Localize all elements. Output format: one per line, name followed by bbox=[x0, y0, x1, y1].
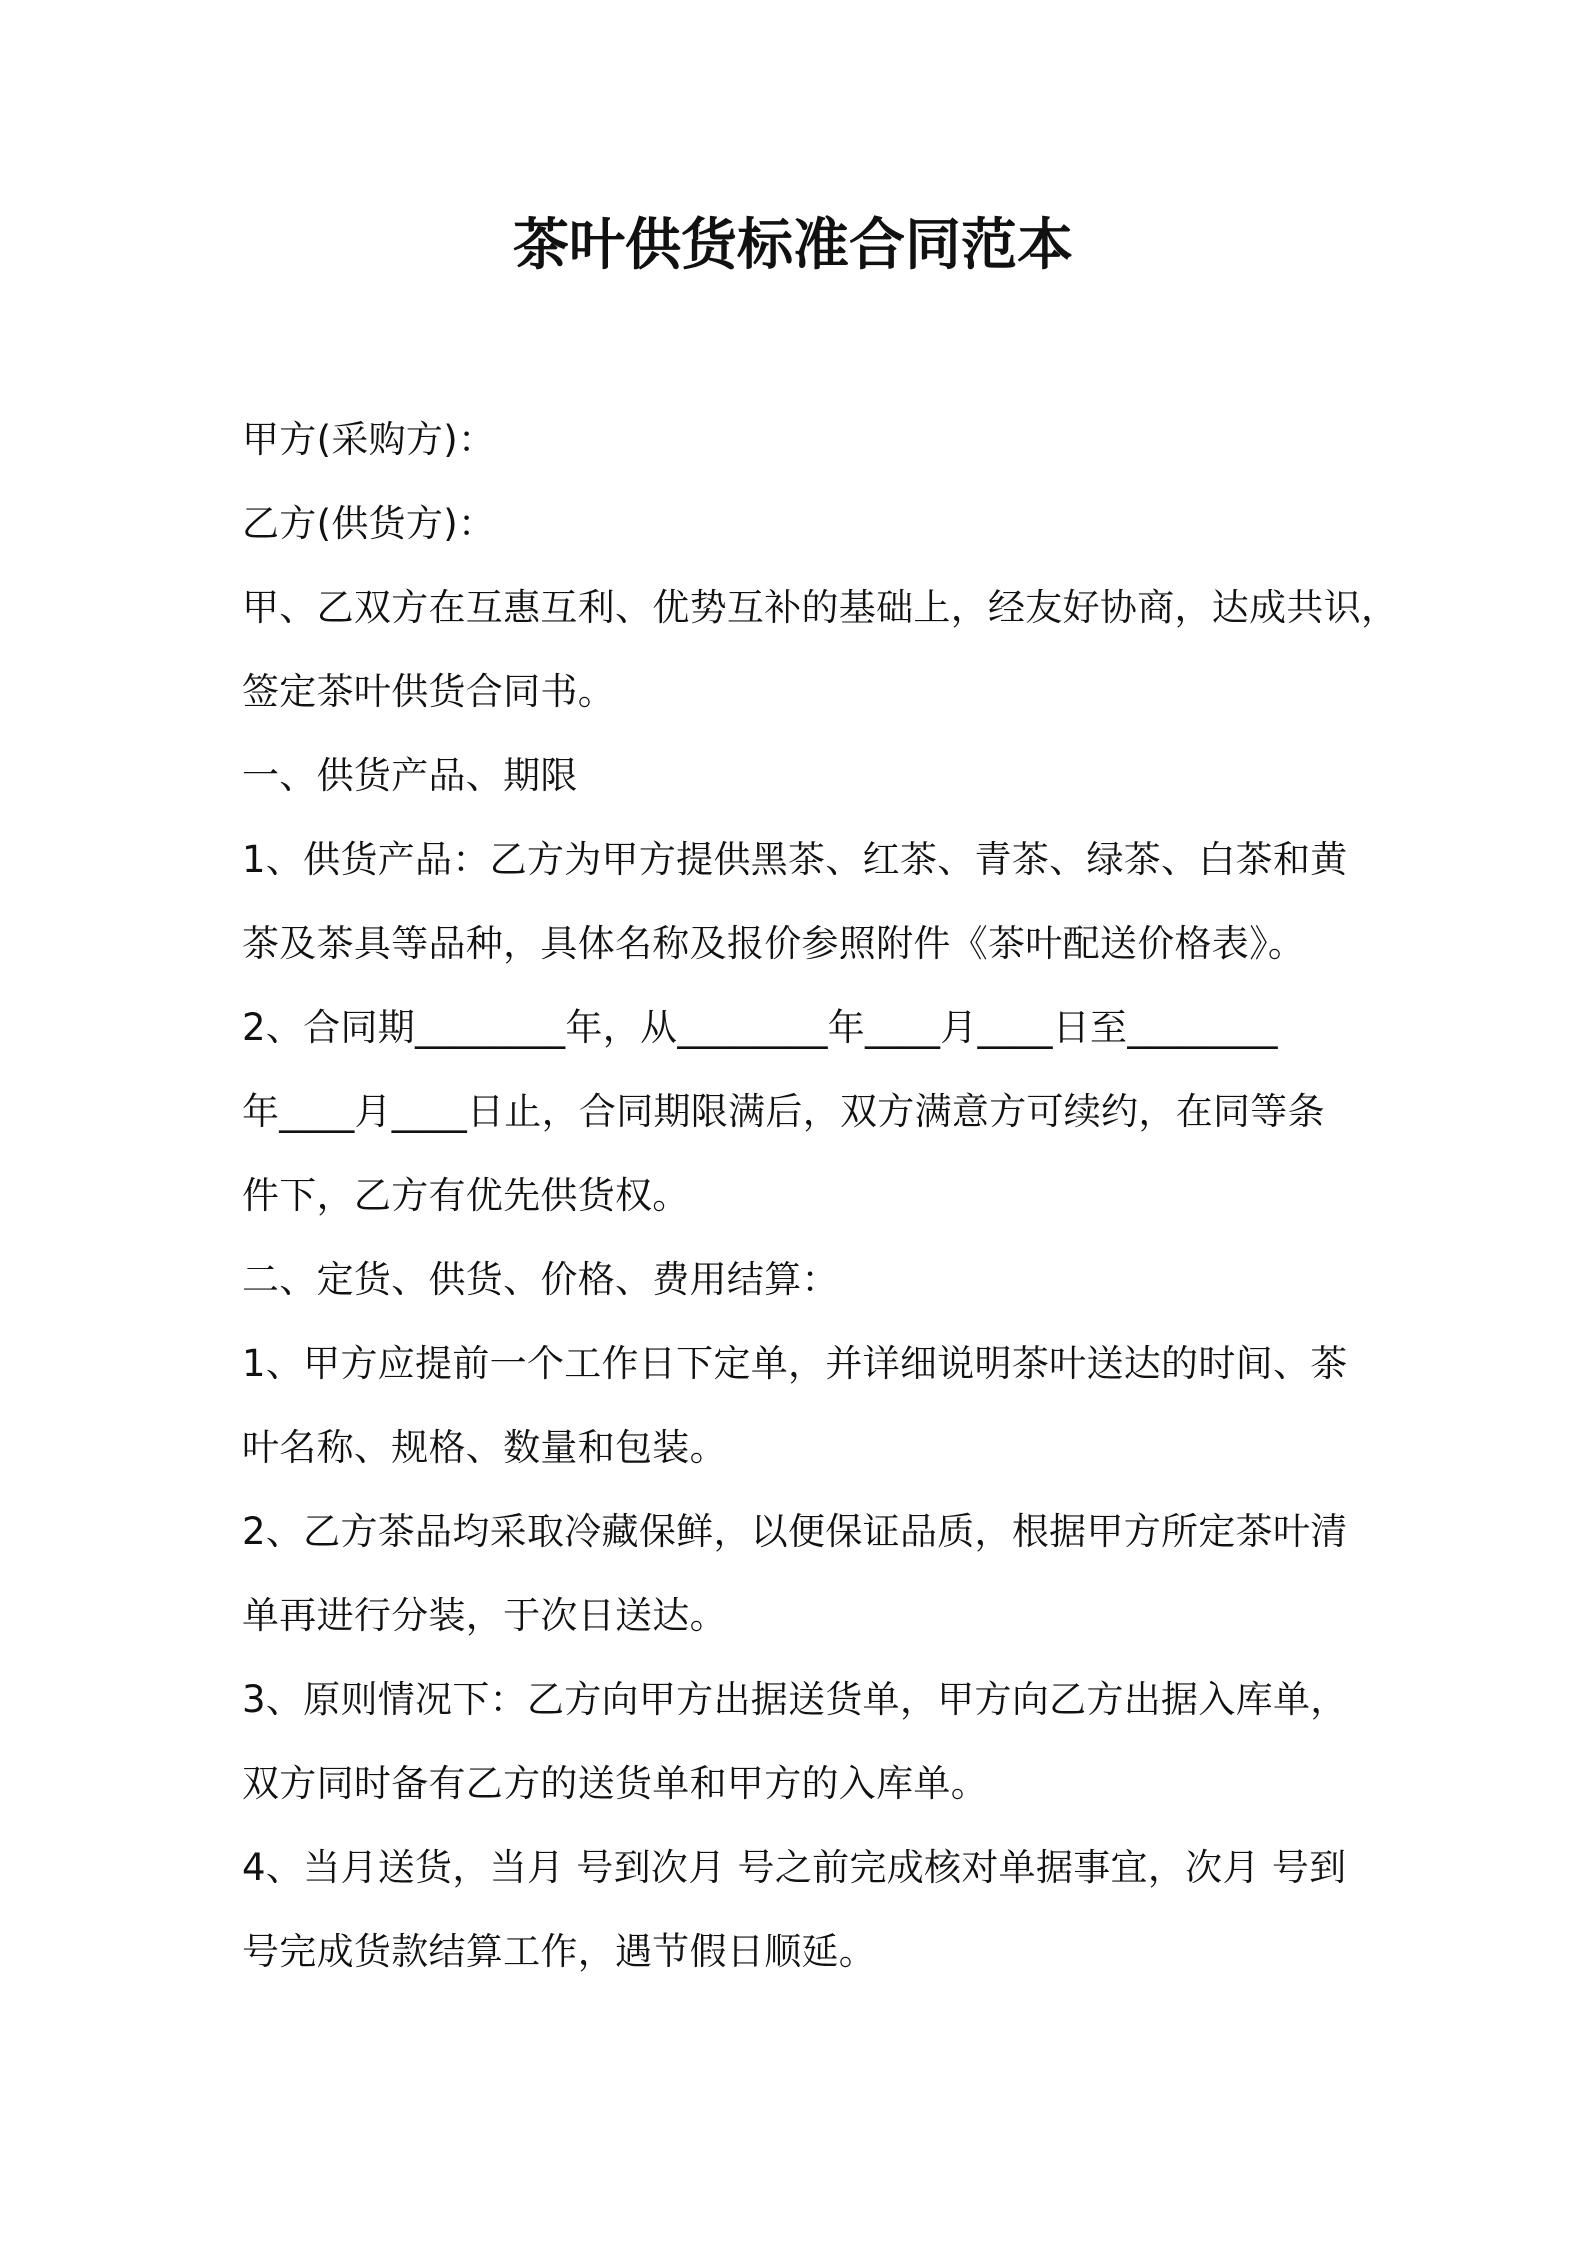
paragraph-line: 单再进行分装，于次日送达。 bbox=[242, 1594, 727, 1637]
paragraph-line: 年____月____日止，合同期限满后，双方满意方可续约，在同等条 bbox=[242, 1090, 1325, 1133]
section-heading: 二、定货、供货、价格、费用结算： bbox=[242, 1258, 839, 1301]
paragraph-line: 3、原则情况下：乙方向甲方出据送货单，甲方向乙方出据入库单， bbox=[242, 1678, 1348, 1721]
paragraph-line: 号完成货款结算工作，遇节假日顺延。 bbox=[242, 1930, 877, 1973]
paragraph-line: 1、供货产品：乙方为甲方提供黑茶、红茶、青茶、绿茶、白茶和黄 bbox=[242, 838, 1348, 881]
paragraph-line: 件下，乙方有优先供货权。 bbox=[242, 1174, 690, 1217]
paragraph-line: 甲、乙双方在互惠互利、优势互补的基础上，经友好协商，达成共识， bbox=[242, 586, 1399, 629]
party-a-line: 甲方(采购方)： bbox=[242, 418, 496, 461]
document-body bbox=[242, 398, 1399, 1994]
paragraph-line: 签定茶叶供货合同书。 bbox=[242, 670, 615, 713]
document-title: 茶叶供货标准合同范本 bbox=[513, 213, 1073, 278]
paragraph-line: 2、乙方茶品均采取冷藏保鲜，以便保证品质，根据甲方所定茶叶清 bbox=[242, 1510, 1348, 1553]
paragraph-line: 4、当月送货，当月 号到次月 号之前完成核对单据事宜，次月 号到 bbox=[242, 1846, 1347, 1889]
paragraph-line: 2、合同期________年，从________年____月____日至________ bbox=[242, 1006, 1278, 1049]
paragraph-line: 叶名称、规格、数量和包装。 bbox=[242, 1426, 727, 1469]
paragraph-line: 茶及茶具等品种，具体名称及报价参照附件《茶叶配送价格表》。 bbox=[242, 922, 1306, 965]
paragraph-line: 1、甲方应提前一个工作日下定单，并详细说明茶叶送达的时间、茶 bbox=[242, 1342, 1348, 1385]
paragraph-line: 双方同时备有乙方的送货单和甲方的入库单。 bbox=[242, 1762, 988, 1805]
party-b-line: 乙方(供货方)： bbox=[242, 502, 496, 545]
section-heading: 一、供货产品、期限 bbox=[242, 754, 578, 797]
